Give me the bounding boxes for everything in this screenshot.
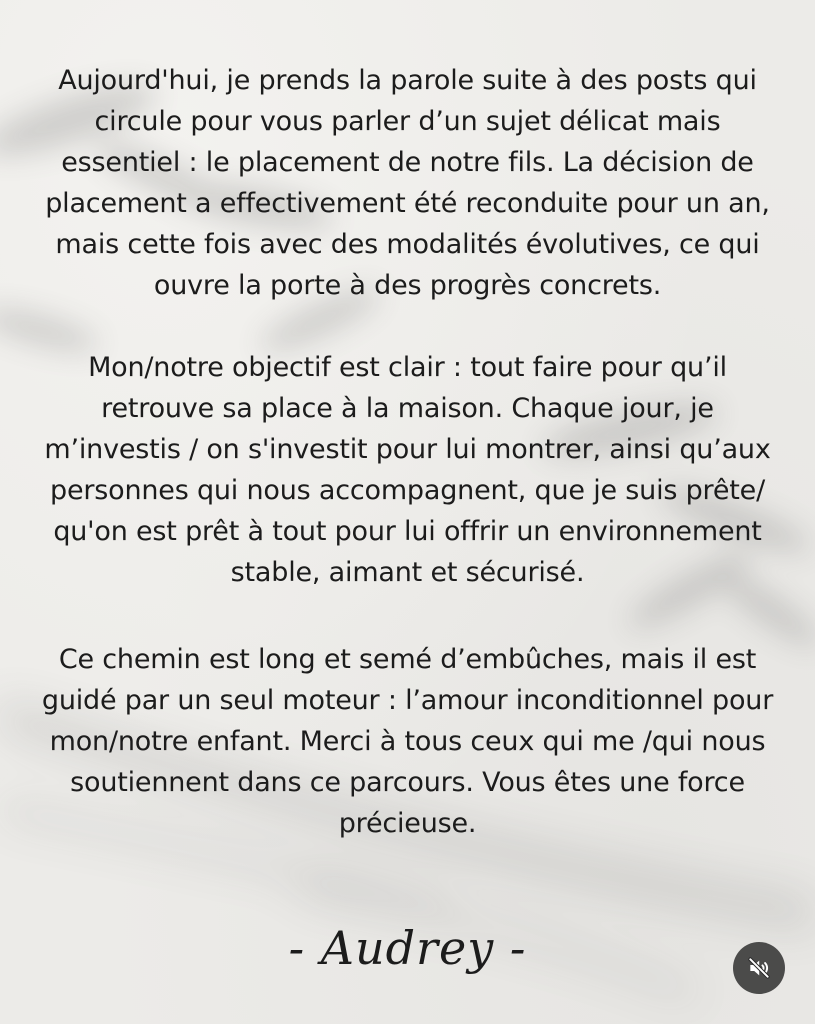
- paragraph-line: m’investis / on s'investit pour lui montrer, ainsi qu’aux: [44, 434, 771, 465]
- paragraph-line: guidé par un seul moteur : l’amour inconditionnel pour: [41, 685, 774, 716]
- paragraph-1: [0, 60, 815, 306]
- paragraph-line: personnes qui nous accompagnent, que je suis prête/: [50, 475, 765, 506]
- paragraph-line: Ce chemin est long et semé d’embûches, mais il est: [58, 644, 757, 675]
- paragraph-line: Mon/notre objectif est clair : tout faire pour qu’il: [88, 352, 727, 383]
- paragraph-line: mais cette fois avec des modalités évolutives, ce qui: [55, 229, 760, 260]
- paragraph-line: retrouve sa place à la maison. Chaque jour, je: [101, 393, 714, 424]
- paragraph-line: placement a effectivement été reconduite pour un an,: [45, 188, 770, 219]
- paragraph-line: soutiennent dans ce parcours. Vous êtes une force: [70, 767, 745, 798]
- paragraph-line: ouvre la porte à des progrès concrets.: [153, 270, 662, 301]
- paragraph-2: [0, 347, 815, 593]
- paragraph-line: essentiel : le placement de notre fils. La décision de: [61, 147, 754, 178]
- paragraph-line: circule pour vous parler d’un sujet délicat mais: [94, 106, 721, 137]
- paragraph-line: précieuse.: [338, 808, 477, 839]
- paragraph-3: [0, 639, 815, 844]
- speaker-muted-icon: [746, 955, 772, 981]
- paragraph-line: mon/notre enfant. Merci à tous ceux qui me /qui nous: [49, 726, 766, 757]
- paragraph-line: stable, aimant et sécurisé.: [230, 557, 585, 588]
- paragraph-line: Aujourd'hui, je prends la parole suite à des posts qui: [58, 65, 757, 96]
- signature: - Audrey -: [288, 921, 527, 975]
- paragraph-line: qu'on est prêt à tout pour lui offrir un environnement: [53, 516, 762, 547]
- mute-toggle-button[interactable]: [733, 942, 785, 994]
